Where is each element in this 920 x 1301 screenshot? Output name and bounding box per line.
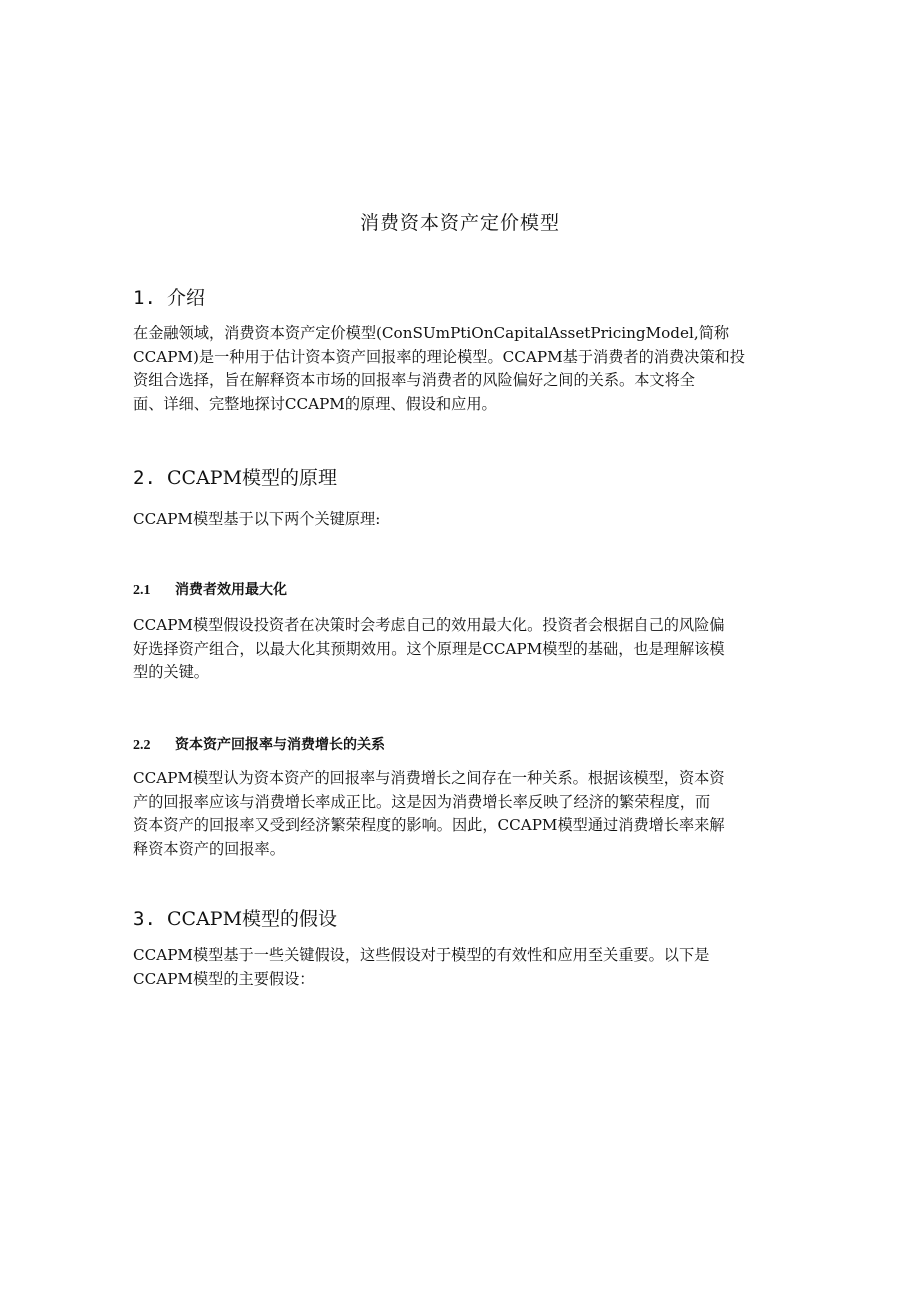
subsection-number: 2.1 bbox=[133, 583, 151, 598]
subsection-title: 消费者效用最大化 bbox=[175, 582, 287, 598]
text-line: 释资本资产的回报率。 bbox=[133, 839, 285, 858]
intro-paragraph bbox=[133, 322, 783, 416]
section-number: 2. bbox=[133, 467, 156, 489]
text-line: 型的关键。 bbox=[133, 663, 209, 681]
section-title: 介绍 bbox=[167, 287, 206, 309]
returns-consumption-paragraph bbox=[133, 767, 783, 861]
subsection-number: 2.2 bbox=[133, 738, 151, 753]
text-line: 资本资产的回报率又受到经济繁荣程度的影响。因此，CCAPM模型通过消费增长率来解 bbox=[133, 816, 725, 834]
section-title: CCAPM模型的原理 bbox=[167, 467, 338, 489]
subsection-heading-utility bbox=[133, 579, 287, 602]
assumptions-paragraph bbox=[133, 944, 783, 991]
utility-paragraph bbox=[133, 614, 783, 685]
subsection-heading-returns-consumption bbox=[133, 734, 385, 757]
text-line: CCAPM)是一种用于估计资本资产回报率的理论模型。CCAPM基于消费者的消费决策和投 bbox=[133, 347, 745, 366]
text-line: CCAPM模型基于一些关键假设，这些假设对于模型的有效性和应用至关重要。以下是 bbox=[133, 946, 710, 964]
section-heading-intro bbox=[133, 284, 205, 312]
section-number: 1. bbox=[133, 287, 156, 309]
text-line: CCAPM模型假设投资者在决策时会考虑自己的效用最大化。投资者会根据自己的风险偏 bbox=[133, 616, 725, 634]
document-title: 消费资本资产定价模型 bbox=[359, 212, 560, 234]
section-heading-principles bbox=[133, 464, 337, 492]
text-line: 面、详细、完整地探讨CCAPM的原理、假设和应用。 bbox=[133, 394, 497, 413]
text-line: 产的回报率应该与消费增长率成正比。这是因为消费增长率反映了经济的繁荣程度，而 bbox=[133, 792, 711, 811]
principles-intro-paragraph bbox=[133, 508, 783, 532]
section-heading-assumptions bbox=[133, 905, 337, 933]
text-line: 好选择资产组合，以最大化其预期效用。这个原理是CCAPM模型的基础，也是理解该模 bbox=[133, 639, 725, 658]
text-line: CCAPM模型基于以下两个关键原理: bbox=[133, 510, 381, 528]
section-number: 3. bbox=[133, 908, 156, 930]
text-line: CCAPM模型的主要假设： bbox=[133, 969, 315, 988]
section-title: CCAPM模型的假设 bbox=[167, 908, 338, 930]
text-line: 资组合选择，旨在解释资本市场的回报率与消费者的风险偏好之间的关系。本文将全 bbox=[133, 371, 695, 389]
text-line: 在金融领域，消费资本资产定价模型(ConSUmPtiOnCapitalAssetPricingModel,简称 bbox=[133, 324, 730, 342]
subsection-title: 资本资产回报率与消费增长的关系 bbox=[175, 737, 385, 753]
text-line: CCAPM模型认为资本资产的回报率与消费增长之间存在一种关系。根据该模型，资本资 bbox=[133, 769, 725, 787]
